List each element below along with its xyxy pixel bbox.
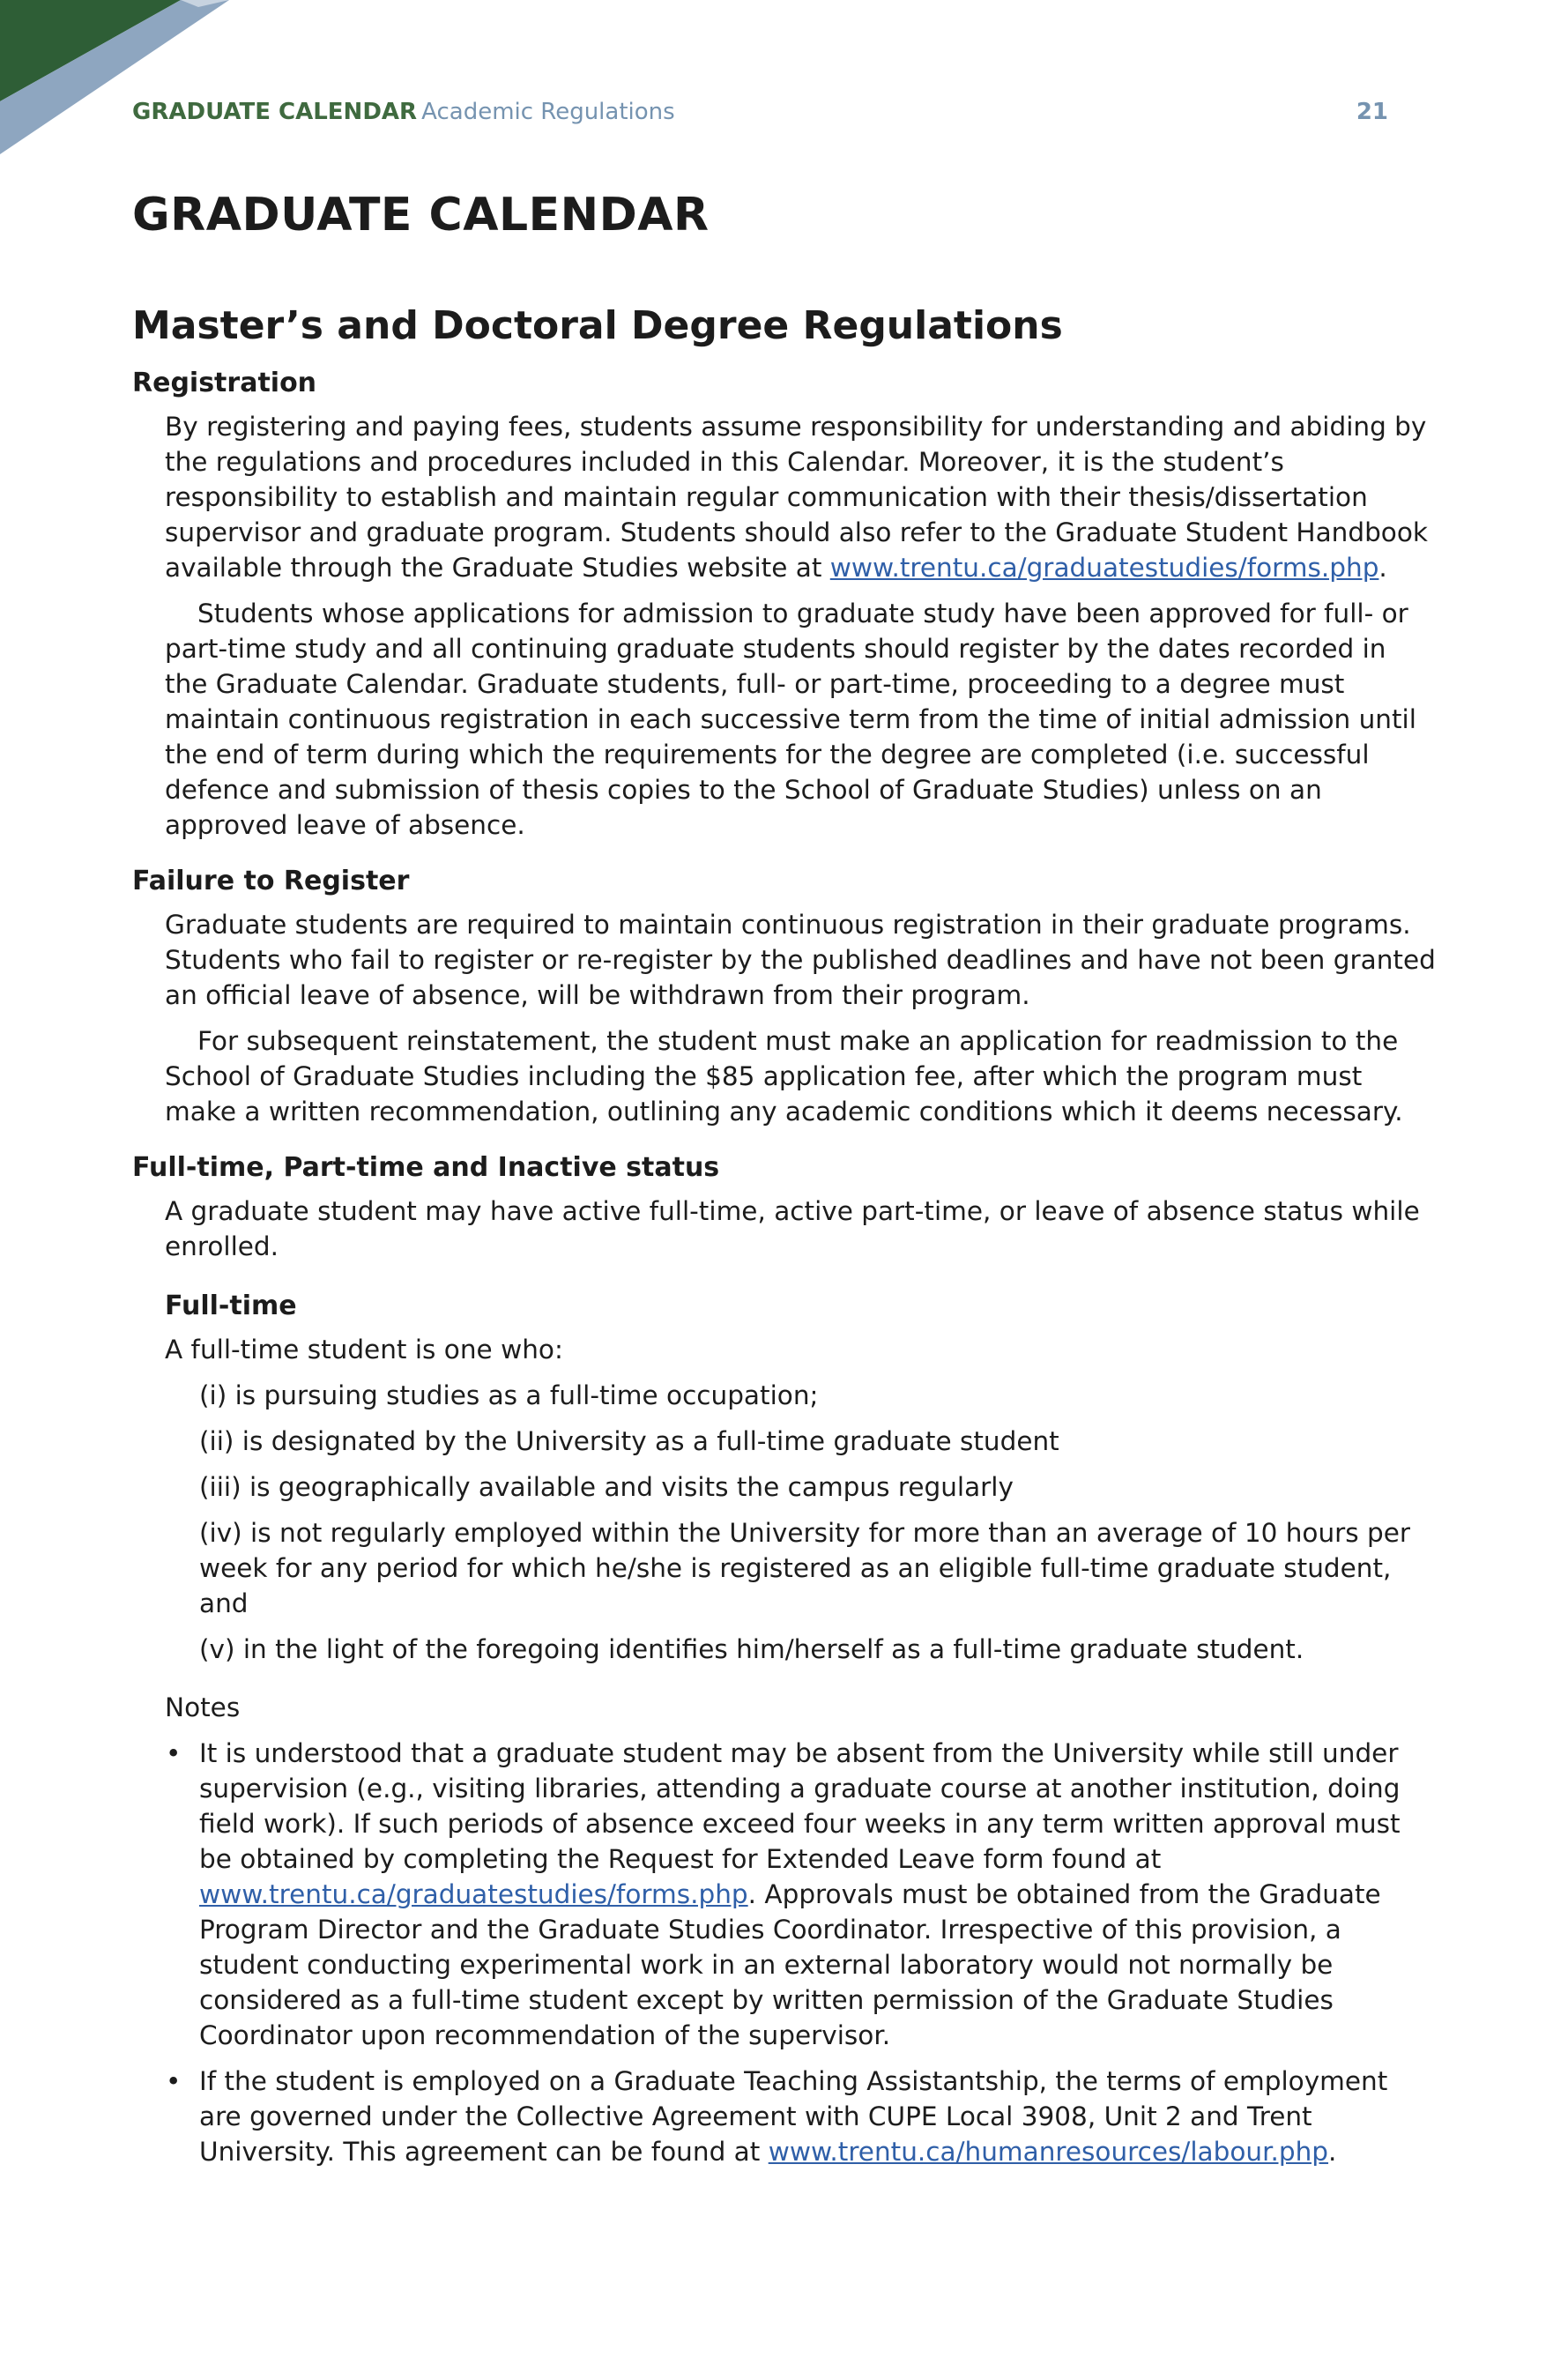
registration-section bbox=[132, 368, 1437, 843]
labour-agreement-link[interactable]: www.trentu.ca/humanresources/labour.php bbox=[768, 2137, 1329, 2167]
list-item: (i) is pursuing studies as a full-time occupation; bbox=[199, 1380, 819, 1410]
section-title: Master’s and Doctoral Degree Regulations bbox=[132, 303, 1063, 348]
note-bullet-1 bbox=[166, 1736, 1437, 2053]
failure-paragraph-1: Graduate students are required to maintain continuous registration in their graduate programs. Students who fail to register or re-register by the published deadlines and have not been granted an official leave of absence, will be withdrawn from their program. bbox=[165, 910, 1436, 1010]
list-item: (ii) is designated by the University as a full-time graduate student bbox=[199, 1426, 1059, 1456]
header-section-label: Academic Regulations bbox=[421, 99, 675, 125]
status-heading: Full-time, Part-time and Inactive status bbox=[132, 1152, 720, 1183]
registration-paragraph-2: Students whose applications for admission to graduate study have been approved for full- or part-time study and all continuing graduate students should register by the dates recorded in the Graduate Calendar. Graduate students, full- or part-time, proceeding to a degree must maintain continuous registration in each successive term from the time of initial admission until the end of term during which the requirements for the degree are completed (i.e. successful defence and submission of thesis copies to the School of Graduate Studies) unless on an approved leave of absence. bbox=[165, 599, 1416, 840]
note1-text-a: It is understood that a graduate student may be absent from the University while still under supervision (e.g., visiting libraries, attending a graduate course at another institution, doing field work). If such periods of absence exceed four weeks in any term written approval must be obtained by completing the Request for Extended Leave form found at bbox=[199, 1738, 1401, 1874]
registration-p1-text: By registering and paying fees, students assume responsibility for understanding and abiding by the regulations and procedures included in this Calendar. Moreover, it is the student’s responsibility to establish and maintain regular communication with their thesis/dissertation supervisor and graduate program. Students should also refer to the Graduate Student Handbook available through the Graduate Studies website at bbox=[165, 412, 1428, 583]
registration-paragraph-1 bbox=[165, 409, 1437, 585]
notes-label: Notes bbox=[165, 1692, 241, 1722]
registration-p1-end: . bbox=[1378, 553, 1387, 583]
list-item: (iii) is geographically available and visits the campus regularly bbox=[199, 1472, 1014, 1502]
graduate-forms-link[interactable]: www.trentu.ca/graduatestudies/forms.php bbox=[829, 553, 1379, 583]
bullet-icon: • bbox=[166, 2066, 182, 2096]
corner-decoration bbox=[0, 0, 256, 159]
note-bullet-2 bbox=[166, 2064, 1437, 2169]
running-header bbox=[132, 99, 1388, 134]
failure-section bbox=[132, 866, 1437, 1129]
bullet-icon: • bbox=[166, 1738, 182, 1768]
status-section bbox=[132, 1152, 1437, 2169]
fulltime-intro: A full-time student is one who: bbox=[165, 1335, 563, 1365]
list-item: (v) in the light of the foregoing identifies him/herself as a full-time graduate student. bbox=[199, 1634, 1304, 1664]
list-item: (iv) is not regularly employed within the University for more than an average of 10 hours per week for any period for which he/she is registered as an eligible full-time graduate student, and bbox=[199, 1518, 1411, 1618]
failure-heading: Failure to Register bbox=[132, 866, 410, 896]
note2-text-b: . bbox=[1328, 2137, 1337, 2167]
page-title: GRADUATE CALENDAR bbox=[132, 189, 710, 242]
note2-text-a: If the student is employed on a Graduate Teaching Assistantship, the terms of employment are governed under the Collective Agreement with CUPE Local 3908, Unit 2 and Trent University. This agreement can be found at bbox=[199, 2066, 1388, 2167]
fulltime-heading: Full-time bbox=[165, 1290, 297, 1321]
extended-leave-forms-link[interactable]: www.trentu.ca/graduatestudies/forms.php bbox=[199, 1879, 748, 1909]
note1-text-b: . Approvals must be obtained from the Graduate Program Director and the Graduate Studies Coordinator. Irrespective of this provision, a student conducting experimental work in an external laboratory would not normally be considered as a full-time student except by written permission of the Graduate Studies Coordinator upon recommendation of the supervisor. bbox=[199, 1879, 1381, 2050]
page-content bbox=[132, 189, 1437, 2180]
failure-paragraph-2: For subsequent reinstatement, the student must make an application for readmission to the School of Graduate Studies including the $85 application fee, after which the program must make a written recommendation, outlining any academic conditions which it deems necessary. bbox=[165, 1026, 1403, 1127]
header-calendar-label: GRADUATE CALENDAR bbox=[132, 99, 418, 125]
page-number: 21 bbox=[1356, 99, 1388, 125]
status-paragraph: A graduate student may have active full-time, active part-time, or leave of absence status while enrolled. bbox=[165, 1196, 1420, 1261]
registration-heading: Registration bbox=[132, 368, 317, 398]
